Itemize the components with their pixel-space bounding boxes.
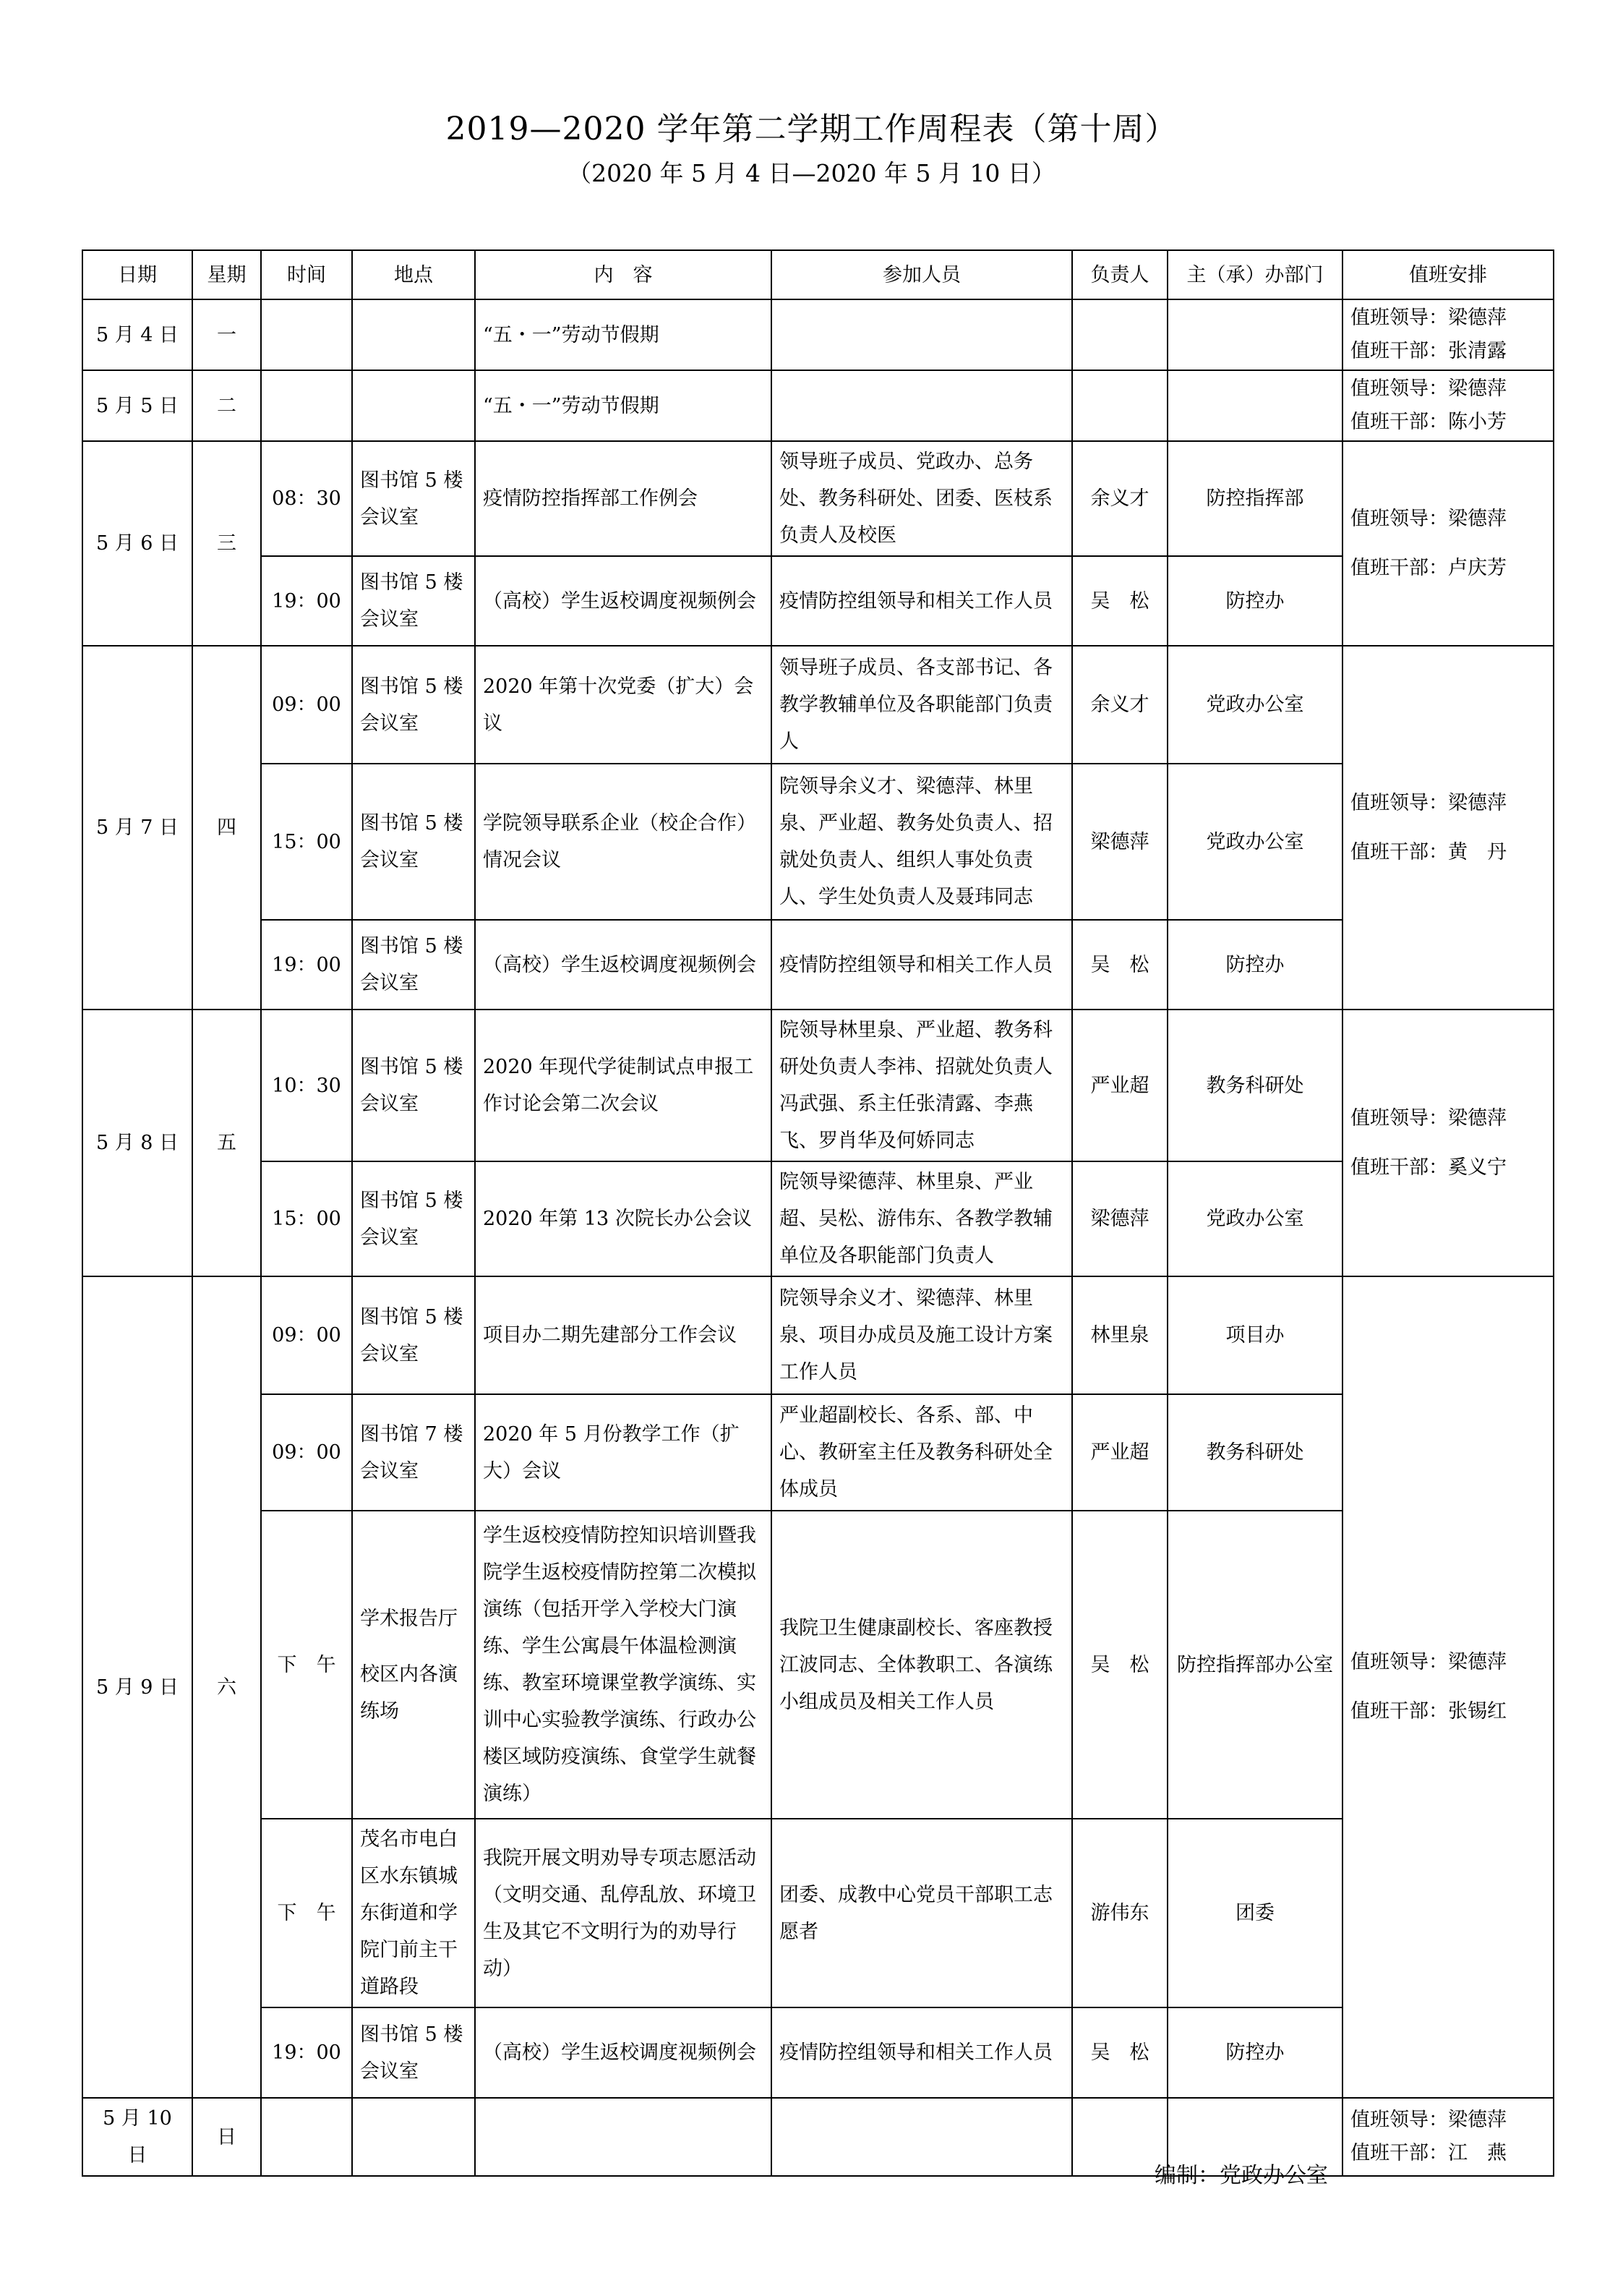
duty-cell <box>1342 1276 1554 2098</box>
duty-cadre: 值班干部：黄 丹 <box>1350 840 1507 863</box>
content-cell: 2020 年 5 月份教学工作（扩大）会议 <box>475 1394 771 1511</box>
date-range-subtitle: （2020 年 5 月 4 日—2020 年 5 月 10 日） <box>568 159 1055 187</box>
content-cell: 我院开展文明劝导专项志愿活动（文明交通、乱停乱放、环境卫生及其它不文明行为的劝导行动） <box>475 1819 771 2007</box>
place-cell: 图书馆 7 楼会议室 <box>352 1394 475 1511</box>
column-header: 星期 <box>192 250 261 299</box>
schedule-table <box>82 249 1554 2177</box>
responsible-cell: 余义才 <box>1072 646 1168 764</box>
place-cell: 图书馆 5 楼会议室 <box>352 1010 475 1161</box>
participants-cell: 疫情防控组领导和相关工作人员 <box>771 920 1072 1010</box>
time-cell <box>261 299 352 370</box>
schedule-row <box>82 1276 1554 1394</box>
participants-cell: 团委、成教中心党员干部职工志愿者 <box>771 1819 1072 2007</box>
header-row <box>82 250 1554 299</box>
department-cell: 团委 <box>1168 1819 1342 2007</box>
duty-cadre: 值班干部：陈小芳 <box>1350 411 1507 433</box>
schedule-row <box>82 1161 1554 1276</box>
content-cell <box>475 2098 771 2176</box>
participants-cell: 领导班子成员、党政办、总务处、教务科研处、团委、医枝系负责人及校医 <box>771 441 1072 556</box>
schedule-row <box>82 1394 1554 1511</box>
time-cell: 下 午 <box>261 1511 352 1819</box>
department-cell: 防控办 <box>1168 2007 1342 2098</box>
weekday-cell: 三 <box>192 441 261 646</box>
responsible-cell <box>1072 2098 1168 2176</box>
content-cell: 学院领导联系企业（校企合作）情况会议 <box>475 764 771 920</box>
place-line: 学术报告厅 <box>360 1607 458 1630</box>
time-cell: 19：00 <box>261 920 352 1010</box>
place-cell: 图书馆 5 楼会议室 <box>352 556 475 646</box>
place-cell: 图书馆 5 楼会议室 <box>352 441 475 556</box>
column-header: 主（承）办部门 <box>1168 250 1342 299</box>
schedule-row <box>82 556 1554 646</box>
column-header: 时间 <box>261 250 352 299</box>
responsible-cell: 梁德萍 <box>1072 764 1168 920</box>
duty-leader: 值班领导：梁德萍 <box>1350 307 1507 329</box>
schedule-row <box>82 920 1554 1010</box>
participants-cell <box>771 2098 1072 2176</box>
content-cell: “五・一”劳动节假期 <box>475 299 771 370</box>
date-cell: 5 月 4 日 <box>82 299 192 370</box>
content-cell: （高校）学生返校调度视频例会 <box>475 556 771 646</box>
schedule-row <box>82 441 1554 556</box>
date-cell: 5 月 7 日 <box>82 646 192 1010</box>
place-cell <box>352 299 475 370</box>
responsible-cell: 严业超 <box>1072 1010 1168 1161</box>
participants-cell: 疫情防控组领导和相关工作人员 <box>771 556 1072 646</box>
weekday-cell: 四 <box>192 646 261 1010</box>
schedule-row <box>82 1010 1554 1161</box>
responsible-cell: 吴 松 <box>1072 556 1168 646</box>
department-cell: 党政办公室 <box>1168 1161 1342 1276</box>
duty-cell <box>1342 299 1554 370</box>
responsible-cell: 吴 松 <box>1072 920 1168 1010</box>
duty-cell <box>1342 646 1554 1010</box>
schedule-row <box>82 2007 1554 2098</box>
department-cell: 防控指挥部 <box>1168 441 1342 556</box>
time-cell: 09：00 <box>261 1394 352 1511</box>
weekday-cell: 一 <box>192 299 261 370</box>
duty-leader: 值班领导：梁德萍 <box>1350 1651 1507 1673</box>
place-cell: 茂名市电白区水东镇城东街道和学院门前主干道路段 <box>352 1819 475 2007</box>
time-cell: 19：00 <box>261 2007 352 2098</box>
responsible-cell <box>1072 370 1168 441</box>
weekday-cell: 日 <box>192 2098 261 2176</box>
compiled-by: 编制：党政办公室 <box>1155 2163 1328 2188</box>
department-cell: 项目办 <box>1168 1276 1342 1394</box>
responsible-cell <box>1072 299 1168 370</box>
place-cell: 图书馆 5 楼会议室 <box>352 1276 475 1394</box>
place-line: 校区内各演练场 <box>360 1663 458 1723</box>
weekday-cell: 二 <box>192 370 261 441</box>
duty-cadre: 值班干部：卢庆芳 <box>1350 556 1507 579</box>
schedule-row <box>82 764 1554 920</box>
place-cell: 图书馆 5 楼会议室 <box>352 764 475 920</box>
department-cell: 防控指挥部办公室 <box>1168 1511 1342 1819</box>
weekday-cell: 五 <box>192 1010 261 1276</box>
column-header: 日期 <box>82 250 192 299</box>
content-cell: “五・一”劳动节假期 <box>475 370 771 441</box>
participants-cell <box>771 370 1072 441</box>
date-cell: 5 月 10 日 <box>82 2098 192 2176</box>
content-cell: 学生返校疫情防控知识培训暨我院学生返校疫情防控第二次模拟演练（包括开学入学校大门演练、学生公寓晨午体温检测演练、教室环境课堂教学演练、实训中心实验教学演练、行政办公楼区域防疫演练、食堂学生就餐演练） <box>475 1511 771 1819</box>
department-cell: 防控办 <box>1168 920 1342 1010</box>
department-cell: 教务科研处 <box>1168 1394 1342 1511</box>
duty-cadre: 值班干部：张清露 <box>1350 340 1507 362</box>
column-header: 地点 <box>352 250 475 299</box>
content-cell: （高校）学生返校调度视频例会 <box>475 920 771 1010</box>
participants-cell <box>771 299 1072 370</box>
participants-cell: 院领导余义才、梁德萍、林里泉、严业超、教务处负责人、招就处负责人、组织人事处负责人、学生处负责人及聂玮同志 <box>771 764 1072 920</box>
content-cell: 疫情防控指挥部工作例会 <box>475 441 771 556</box>
department-cell <box>1168 299 1342 370</box>
time-cell: 09：00 <box>261 1276 352 1394</box>
date-cell: 5 月 5 日 <box>82 370 192 441</box>
duty-leader: 值班领导：梁德萍 <box>1350 377 1507 400</box>
weekday-cell: 六 <box>192 1276 261 2098</box>
responsible-cell: 余义才 <box>1072 441 1168 556</box>
duty-cadre: 值班干部：江 燕 <box>1350 2142 1507 2164</box>
content-cell: （高校）学生返校调度视频例会 <box>475 2007 771 2098</box>
responsible-cell: 游伟东 <box>1072 1819 1168 2007</box>
column-header: 负责人 <box>1072 250 1168 299</box>
schedule-row <box>82 1511 1554 1819</box>
schedule-row <box>82 370 1554 441</box>
participants-cell: 我院卫生健康副校长、客座教授江波同志、全体教职工、各演练小组成员及相关工作人员 <box>771 1511 1072 1819</box>
duty-cell <box>1342 370 1554 441</box>
place-cell: 图书馆 5 楼会议室 <box>352 646 475 764</box>
participants-cell: 院领导林里泉、严业超、教务科研处负责人李祎、招就处负责人冯武强、系主任张清露、李燕飞、罗肖华及何娇同志 <box>771 1010 1072 1161</box>
time-cell: 10：30 <box>261 1010 352 1161</box>
column-header: 值班安排 <box>1342 250 1554 299</box>
place-cell <box>352 2098 475 2176</box>
date-cell: 5 月 9 日 <box>82 1276 192 2098</box>
time-cell: 09：00 <box>261 646 352 764</box>
participants-cell: 疫情防控组领导和相关工作人员 <box>771 2007 1072 2098</box>
duty-cell <box>1342 441 1554 646</box>
participants-cell: 领导班子成员、各支部书记、各教学教辅单位及各职能部门负责人 <box>771 646 1072 764</box>
time-cell: 15：00 <box>261 1161 352 1276</box>
duty-cell <box>1342 1010 1554 1276</box>
department-cell: 防控办 <box>1168 556 1342 646</box>
duty-cell <box>1342 2098 1554 2176</box>
time-cell: 15：00 <box>261 764 352 920</box>
time-cell: 下 午 <box>261 1819 352 2007</box>
date-cell: 5 月 8 日 <box>82 1010 192 1276</box>
duty-leader: 值班领导：梁德萍 <box>1350 2109 1507 2131</box>
content-cell: 2020 年第十次党委（扩大）会议 <box>475 646 771 764</box>
responsible-cell: 吴 松 <box>1072 2007 1168 2098</box>
responsible-cell: 梁德萍 <box>1072 1161 1168 1276</box>
participants-cell: 院领导余义才、梁德萍、林里泉、项目办成员及施工设计方案工作人员 <box>771 1276 1072 1394</box>
place-cell: 图书馆 5 楼会议室 <box>352 1161 475 1276</box>
page-title: 2019—2020 学年第二学期工作周程表（第十周） <box>445 111 1178 148</box>
time-cell: 19：00 <box>261 556 352 646</box>
duty-leader: 值班领导：梁德萍 <box>1350 1106 1507 1130</box>
responsible-cell: 严业超 <box>1072 1394 1168 1511</box>
department-cell: 党政办公室 <box>1168 764 1342 920</box>
column-header: 参加人员 <box>771 250 1072 299</box>
time-cell: 08：30 <box>261 441 352 556</box>
place-cell <box>352 370 475 441</box>
duty-cadre: 值班干部：张锡红 <box>1350 1700 1507 1723</box>
time-cell <box>261 370 352 441</box>
content-cell: 2020 年第 13 次院长办公会议 <box>475 1161 771 1276</box>
schedule-row <box>82 646 1554 764</box>
schedule-row <box>82 299 1554 370</box>
place-cell <box>352 1511 475 1819</box>
content-cell: 项目办二期先建部分工作会议 <box>475 1276 771 1394</box>
column-header: 内 容 <box>475 250 771 299</box>
department-cell: 教务科研处 <box>1168 1010 1342 1161</box>
duty-cadre: 值班干部：奚义宁 <box>1350 1156 1507 1179</box>
duty-leader: 值班领导：梁德萍 <box>1350 791 1507 814</box>
department-cell: 党政办公室 <box>1168 646 1342 764</box>
place-cell: 图书馆 5 楼会议室 <box>352 2007 475 2098</box>
date-cell: 5 月 6 日 <box>82 441 192 646</box>
responsible-cell: 吴 松 <box>1072 1511 1168 1819</box>
schedule-row <box>82 2098 1554 2176</box>
participants-cell: 严业超副校长、各系、部、中心、教研室主任及教务科研处全体成员 <box>771 1394 1072 1511</box>
place-cell: 图书馆 5 楼会议室 <box>352 920 475 1010</box>
content-cell: 2020 年现代学徒制试点申报工作讨论会第二次会议 <box>475 1010 771 1161</box>
department-cell <box>1168 370 1342 441</box>
responsible-cell: 林里泉 <box>1072 1276 1168 1394</box>
participants-cell: 院领导梁德萍、林里泉、严业超、吴松、游伟东、各教学教辅单位及各职能部门负责人 <box>771 1161 1072 1276</box>
schedule-row <box>82 1819 1554 2007</box>
time-cell <box>261 2098 352 2176</box>
duty-leader: 值班领导：梁德萍 <box>1350 507 1507 530</box>
